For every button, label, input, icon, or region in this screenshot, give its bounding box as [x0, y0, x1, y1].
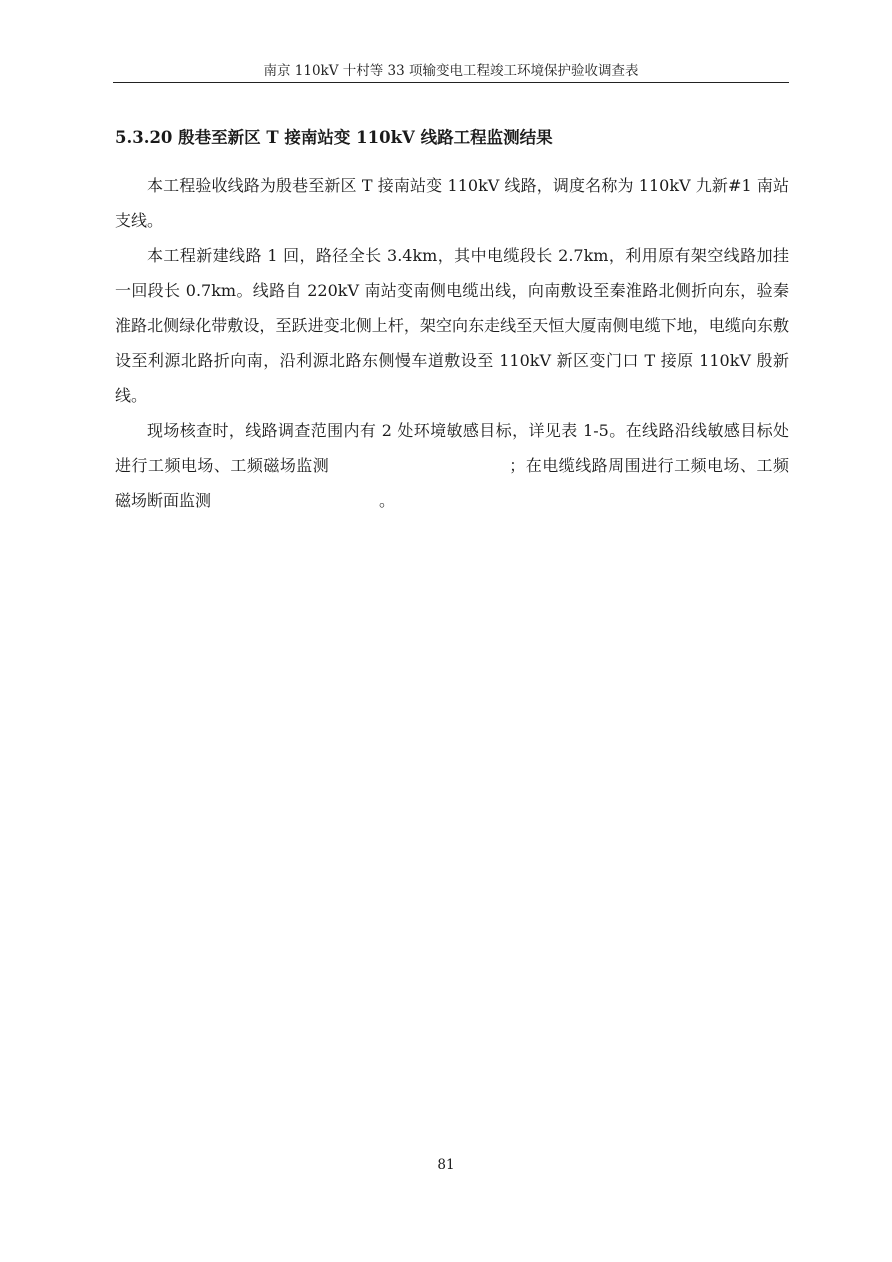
paragraph-route-description: 本工程新建线路 1 回，路径全长 3.4km，其中电缆段长 2.7km，利用原有架空线路加挂一回段长 0.7km。线路自 220kV 南站变南侧电缆出线，向南敷设至秦淮路北侧折向东，验秦淮路北侧绿化带敷设，至跃进变北侧上杆，架空向东走线至天恒大厦南侧电缆下地，电缆向东敷设至利源北路折向南，沿利源北路东侧慢车道敷设至 110kV 新区变门口 T 接原 110kV 殷新线。 [115, 246, 789, 405]
paragraph-monitoring [115, 413, 789, 518]
page-header-title: 南京 110kV 十村等 33 项输变电工程竣工环境保护验收调查表 [263, 63, 639, 79]
section-heading: 5.3.20 殷巷至新区 T 接南站变 110kV 线路工程监测结果 [115, 128, 553, 147]
paragraph-line-overview: 本工程验收线路为殷巷至新区 T 接南站变 110kV 线路，调度名称为 110kV 九新#1 南站支线。 [115, 176, 789, 230]
monitoring-text-part-2: ；在电缆线路周围进行工频电场、工频磁场断面监测 [115, 456, 789, 510]
header-divider [113, 82, 789, 83]
monitoring-text-part-1: 现场核查时，线路调查范围内有 2 处环境敏感目标，详见表 1-5。在线路沿线敏感目标处进行工频电场、工频磁场监测 [115, 421, 789, 475]
monitoring-text-part-3: 。 [379, 491, 396, 510]
page-number: 81 [437, 1157, 455, 1173]
